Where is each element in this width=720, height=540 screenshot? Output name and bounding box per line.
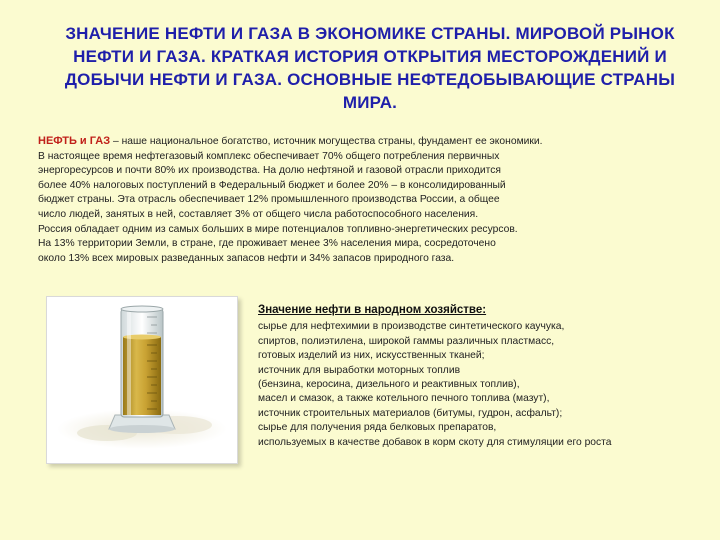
intro-line: около 13% всех мировых разведанных запасов нефти и 34% запасов природного газа. xyxy=(38,252,455,264)
oil-usage-section xyxy=(258,303,698,450)
intro-line: более 40% налоговых поступлений в Федеральный бюджет и более 20% – в консолидированный xyxy=(38,179,506,191)
usage-line: масел и смазок, а также котельного печного топлива (мазут), xyxy=(258,393,550,405)
intro-highlight: НЕФТЬ и ГАЗ xyxy=(38,135,111,147)
usage-line: сырье для нефтехимии в производстве синтетического каучука, xyxy=(258,321,565,333)
usage-line: спиртов, полиэтилена, широкой гаммы различных пластмасс, xyxy=(258,335,555,347)
intro-first-line xyxy=(38,134,688,150)
usage-line: сырье для получения ряда белковых препаратов, xyxy=(258,422,497,434)
oil-cylinder-icon xyxy=(47,297,237,463)
intro-line: энергоресурсов и почти 80% их производства. На долю нефтяной и газовой отрасли приходится xyxy=(38,165,501,177)
usage-line: готовых изделий из них, искусственных тканей; xyxy=(258,350,485,362)
intro-line: число людей, занятых в ней, составляет 3% от общего числа работоспособного населения. xyxy=(38,208,479,220)
slide-title: ЗНАЧЕНИЕ НЕФТИ И ГАЗА В ЭКОНОМИКЕ СТРАНЫ. МИРОВОЙ РЫНОК НЕФТИ И ГАЗА. КРАТКАЯ ИСТОРИЯ ОТКРЫТИЯ МЕСТОРОЖДЕНИЙ И ДОБЫЧИ НЕФТИ И ГАЗА. ОСНОВНЫЕ НЕФТЕДОБЫВАЮЩИЕ СТРАНЫ МИРА. xyxy=(64,24,676,112)
intro-line: Россия обладает одним из самых больших в мире потенциалов топливно-энергетических ресурсов. xyxy=(38,223,518,235)
usage-heading: Значение нефти в народном хозяйстве: xyxy=(258,304,487,316)
usage-line: источник для выработки моторных топлив xyxy=(258,364,461,376)
intro-line: бюджет страны. Эта отрасль обеспечивает 12% промышленного производства России, а общее xyxy=(38,194,500,206)
intro-first-line-rest: – наше национальное богатство, источник могущества страны, фундамент ее экономики. xyxy=(110,136,543,147)
intro-line: В настоящее время нефтегазовый комплекс обеспечивает 70% общего потребления первичных xyxy=(38,150,500,162)
intro-text xyxy=(38,134,688,266)
usage-line: источник строительных материалов (битумы, гудрон, асфальт); xyxy=(258,407,563,419)
intro-line: На 13% территории Земли, в стране, где проживает менее 3% населения мира, сосредоточено xyxy=(38,238,496,250)
usage-line: используемых в качестве добавок в корм скоту для стимуляции его роста xyxy=(258,436,612,448)
oil-cylinder-image xyxy=(46,296,238,464)
usage-line: (бензина, керосина, дизельного и реактивных топлив), xyxy=(258,379,520,391)
